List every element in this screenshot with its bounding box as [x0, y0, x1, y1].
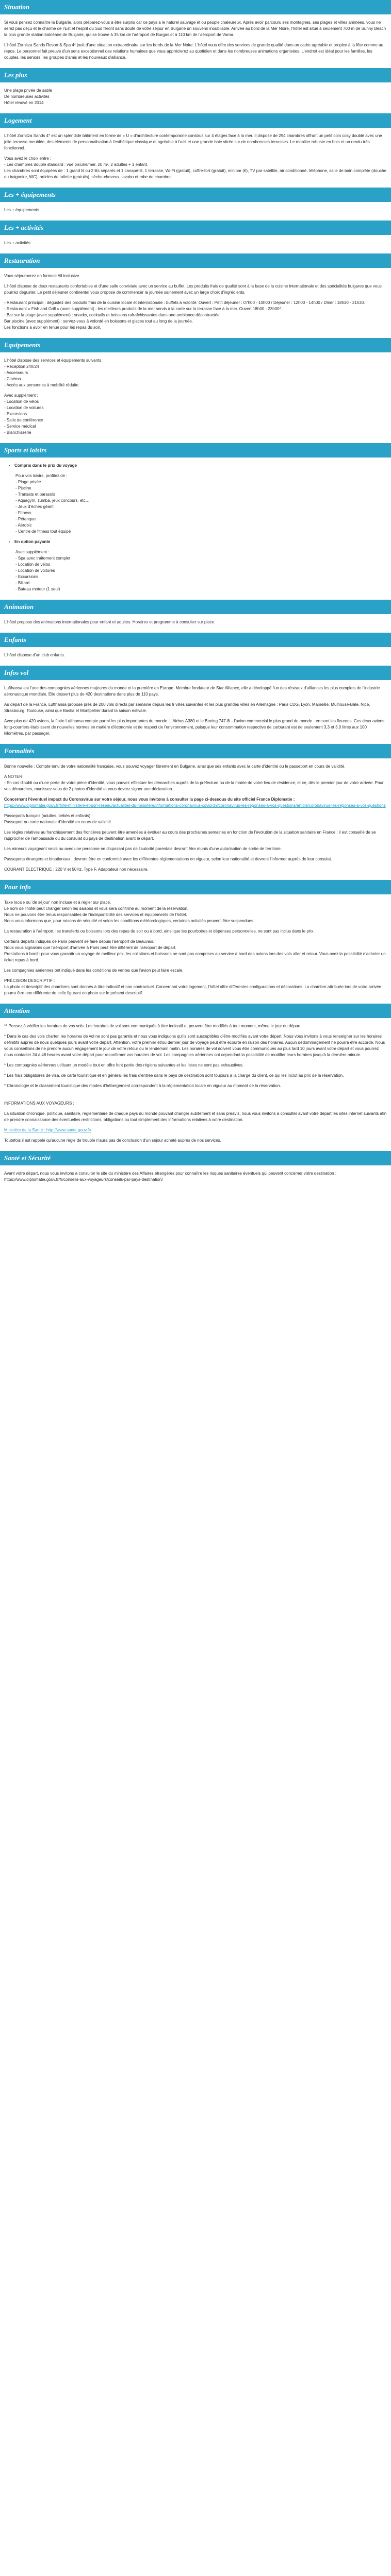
attention-info-paragraph: Toutefois il est rappelé qu'aucune règle de trouble n'aura pas de conclusion d'un séjour acheté auprès de nos services. — [4, 1138, 221, 1143]
sports-included-item: - Piscine — [15, 486, 31, 490]
sports-included-sub — [15, 473, 387, 535]
restauration-line: Bar piscine (avec supplément) : servez-vous à volonté en boissons et glaces tout au long de la journée. — [4, 319, 193, 324]
section-header-plus-activites: Les + activités — [0, 221, 391, 235]
pour-info-paragraph: Les compagnies aériennes ont indiqué dans les conditions de ventes que l'avion peut faire escale. — [4, 968, 184, 973]
situation-content — [0, 20, 391, 61]
sports-included-item: - Transats et parasols — [15, 492, 55, 497]
restauration-content — [0, 273, 391, 331]
sports-optional-item: - Location de vélos — [15, 562, 51, 567]
sports-included-item: - Aquagym, zumba, jeux concours, etc… — [15, 498, 90, 503]
section-header-formalites: Formalités — [0, 744, 391, 758]
equipements-intro: L'hôtel dispose des services et équipements suivants : — [4, 358, 104, 363]
situation-paragraph: Si vous pensez connaître la Bulgarie, alors préparez-vous à être surpris car ce pays a le naturel sauvage et ou peuple chaleureux. Aprés avoir parcouru ses montagnes, ses plages et villes animées, vous ne serez pas déçu et le charme de l'Est et l'esprit du Sud feront sans doute de votre séjour en Bulgarie un souvenir inoubliable. Arrivée au bord de la Mer Noire, l'hôtel est situé à seulement 700 m de Sunny Beach la plus grande station balnéaire de Bulgarie, qui se trouve à 35 km de l'aéroport de Burgas et à 110 km de l'aéroport de Varna. — [4, 20, 386, 37]
formalites-note-title: A NOTER : — [4, 774, 25, 779]
formalites-content — [0, 764, 391, 873]
infos-vol-paragraph: Au départ de la France, Lufthansa propose près de 200 vols directs par semaine depuis les 9 villes suivantes et les plus grandes villes en Allemagne : Paris CDG, Lyon, Marseille, Mulhouse-Bâle, Nice, Strasbourg, Toulouse, ainsi que Bastia et Montpellier durant la saison estivale. — [4, 702, 370, 713]
formalites-paragraph: COURANT ÉLECTRIQUE : 220 V et 50Hz. Type F. Adaptateur non nécessaire. — [4, 867, 149, 872]
attention-info-title: INFORMATIONS AUX VOYAGEURS : — [4, 1101, 74, 1106]
pour-info-line: Certains départs indiqués de Paris peuvent se faire depuis l'aéroport de Beauvais. — [4, 939, 155, 944]
sports-included-list — [10, 463, 387, 469]
sports-optional-item: - Spa avec traitement complet — [15, 556, 71, 561]
page — [0, 0, 391, 1187]
pour-info-precision-title: PRÉCISION DESCRIPTIF : — [4, 978, 55, 983]
plus-content — [0, 88, 391, 106]
sports-optional-item: - Billard — [15, 581, 30, 585]
sports-included-item: - Plage privée — [15, 480, 41, 484]
restauration-paragraph: L'hôtel dispose de deux restaurants confortables et d'une salle conviviale avec un service au buffet. Les produits frais de qualité sont à la base de la cuisine internationale et des spécialités bulgares que vous pourrez déguster. Le petit déjeuner continental vous propose de commencer la journée sainement avec un large choix d'ingrédients. — [4, 284, 382, 295]
section-header-sante: Santé et Sécurité — [0, 1151, 391, 1165]
formalites-passports-title — [4, 813, 387, 819]
attention-paragraph: * Dans le cas des vols charter, les horaires de vol ne sont pas garantis et nous vous indiquons qu'ils sont susceptibles d'être modifiés avant votre départ. Nous vous invitons à vous renseigner sur les horaires définitifs auprès de nous quelques jours avant votre départ. Attention, votre premier et/ou dernier jour de voyage peut être écourté en raison des horaires. Aucun dédommagement ne pourra être accordé. Nous vous conseillons de ne prendre aucun engagement le jour de votre retour ou le lendemain matin. Les horaires de vol doivent vous être communiqués au plus tard 10 jours avant votre départ et vous pourrez nous contacter 24 à 48 heures avant votre départ pour reconfirmer vos horaires de vol. Les compagnies aériennes ont cependant la possibilité de modifier leurs horaires jusqu'à la dernière minute. — [4, 1034, 385, 1057]
sports-content — [0, 463, 391, 592]
attention-paragraph: * Les compagnies aériennes utilisant un modèle tout en offre font partie des régions suivantes et les listes ne sont pas exhaustives. — [4, 1063, 244, 1067]
pour-info-line: Nous ne pouvons être tenus responsables de l'indisponibilité des services et équipements de l'hôtel. — [4, 912, 187, 917]
restauration-line: - Bar sur la plage (avec supplément) : snacks, cocktails et boissons rafraîchissantes dans une ambiance décontractée. — [4, 313, 221, 317]
sports-optional-title: En option payante — [14, 539, 51, 544]
equipements-item: - Cinéma — [4, 377, 21, 381]
formalites-covid-notice: Concernant l'éventuel impact du Coronavirus sur votre séjour, nous vous invitons à consulter la page ci-dessous du site officiel France Diplomatie : — [4, 797, 295, 802]
section-header-enfants: Enfants — [0, 633, 391, 647]
situation-paragraph: L'hôtel Zornitza Sands Resort & Spa 4* jouit d'une situation extraordinaire sur les bords de la Mer Noire. L'hôtel vous offre des services de grande qualité dans un cadre agréable et propice à la fête comme au repos. Le personnel fait preuve d'un sens exceptionnel des relations humaines que vous apprécierez au quotidien et dans les nombreuses animations organisées. L'endroit est idéal pour les familles, les couples, les seniors, les groupes d'amis et les nouveaux d'alliance. — [4, 43, 384, 60]
section-header-plus: Les plus — [0, 68, 391, 82]
formalites-paragraph: Passeports étrangers et binationaux : devront être en conformité avec les différentes réglementations en vigueur, selon leur nationalité et devront l'informer auprès de leur consulat. — [4, 857, 332, 861]
section-header-infos-vol: Infos vol — [0, 666, 391, 680]
plus-item: De nombreuses activités — [4, 94, 50, 99]
restauration-line: - Restaurant principal : dégustez des produits frais de la cuisine locale et internationale : buffets à volonté. Ouvert : Petit déjeuner : 07h00 - 10h00 / Déjeuner : 12h00 - 14h00 / Dîner : 18h30 - 21h30. — [4, 300, 365, 305]
section-header-restauration: Restauration — [0, 253, 391, 268]
sports-included-block — [14, 463, 387, 469]
formalites-paragraph: - En cas d'oubli ou d'une perte de votre pièce d'identité, vous pouvez effectuer les démarches auprès de la préfecture ou de la mairie de votre lieu de résidence, et ce, dès le premier jour de votre arrivée. Pour vos démarches, munissez-vous de 2 photos d'identité et vous devrez signer une déclaration. — [4, 781, 384, 791]
sports-included-title: Compris dans le prix du voyage — [14, 463, 77, 468]
equipements-paid-intro: Avec supplément : — [4, 393, 38, 398]
formalites-paragraph: Les règles relatives au franchissement des frontières peuvent être amenées à évoluer au cours des prochaines semaines en fonction de l'évolution de la situation sanitaire en France ; il est conseillé de se rapprocher de l'ambassade ou du consulat du pays de destination avant le départ. — [4, 830, 376, 841]
enfants-content — [0, 652, 391, 658]
attention-paragraph — [4, 1023, 387, 1029]
attention-flight-times-link[interactable]: ** Pensez à vérifier les horaires de vos vols. Les horaires de vol sont communiqués à titre indicatif et peuvent être modifiés à tout moment, même le jour du départ. — [4, 1024, 302, 1028]
sports-included-intro: Pour vos loisirs, profitez de : — [15, 473, 68, 478]
pour-info-paragraph: La restauration à l'aéroport, les transferts ou boissons lors des repas du soir ou à bord, ainsi que les pourboires et dépenses personnelles, ne sont pas inclus dans le prix. — [4, 929, 315, 934]
attention-content — [0, 1023, 391, 1144]
attention-sante-link[interactable]: Ministère de la Santé : http://www.sante.gouv.fr/ — [4, 1128, 91, 1132]
formalites-diplomatie-link[interactable]: https://www.diplomatie.gouv.fr/fr/le-ministere-et-son-reseau/actualites-du-ministere/informations-coronavirus-covid-19/coronavirus-les-reponses-a-vos-questions/article/coronavirus-les-reponses-a-vos-questions — [4, 803, 386, 808]
sports-included-item: - Jeux d'échec géant — [15, 504, 54, 509]
equipements-paid-item: - Location de voitures — [4, 405, 44, 410]
equipements-paid-item: - Salle de conférence — [4, 418, 43, 422]
sports-optional-intro: Avec supplément : — [15, 550, 50, 554]
section-header-plus-equipements: Les + équipements — [0, 188, 391, 202]
plus-item: Une plage privée de sable — [4, 88, 52, 93]
pour-info-content — [0, 900, 391, 996]
sports-optional-block — [14, 539, 387, 545]
plus-item: Hôtel rénové en 2014 — [4, 100, 44, 105]
sports-included-item: - Fitness — [15, 511, 31, 515]
equipements-paid-item: - Location de vélos — [4, 399, 39, 404]
infos-vol-paragraph: Avec plus de 420 avions, la flotte Lufthansa compte parmi les plus importantes du monde. L'Airbus A380 et le Boeing 747-8i - l'avion commercial le plus grand du monde - en sont les fleurons. Ces deux avions long-courriers établissent de nouvelles normes en matière d'économie et de respect de l'environnement, puisque leur consommation respective de carburant est de seulement 3,3 et 3,0 litres aux 100 kilomètres, par passager. — [4, 719, 385, 736]
attention-paragraph: * Les frais obligatoires de visa, de carte touristique et en général les frais d'entrée dans le pays de destination sont toujours à la charge du client, ce qui les inclut au prix de la réservation. — [4, 1073, 344, 1078]
equipements-paid-item: - Service médical — [4, 424, 36, 429]
restauration-paragraph: Vous séjournerez en formule All inclusive. — [4, 274, 80, 278]
plus-equipements-line: Les + équipements — [4, 208, 39, 212]
enfants-paragraph: L'hôtel dispose d'un club enfants. — [4, 653, 65, 657]
section-header-sports: Sports et loisirs — [0, 443, 391, 457]
attention-info-paragraph: La situation chronique, politique, sanitaire, réglementaire de chaque pays du monde pouvant changer subitement et sans préavis, nous vous invitons à consulter avant votre départ les sites internet suivants afin de prendre connaissance des éventuelles restrictions, obligations ou tout simplement des informations relatives à votre destination. — [4, 1111, 387, 1122]
infos-vol-content — [0, 685, 391, 737]
logement-line: - Les chambres double standard : vue piscine/mer, 20 m², 2 adultes + 1 enfant. — [4, 162, 149, 167]
pour-info-line: Le nom de l'hôtel peut changer selon les saisons et vous sera confirmé au moment de la réservation. — [4, 906, 189, 911]
pour-info-paragraph: Nous vous informons que, pour raisons de sécurité et selon les conditions météorologiques, certaines activités peuvent être suspendues. — [4, 919, 255, 923]
equipements-item: - Réception 24h/24 — [4, 364, 39, 369]
section-header-situation: Situation — [0, 0, 391, 14]
plus-activites-line: Les + activités — [4, 241, 30, 245]
logement-content — [0, 133, 391, 180]
sante-content — [0, 1171, 391, 1183]
plus-activites-content — [0, 240, 391, 246]
sante-paragraph: Avant votre départ, nous vous invitons à consulter le site du ministère des Affaires étrangères pour connaître les risques sanitaires éventuels qui peuvent concerner votre destination : https://www.diplomatie.gouv.fr/fr/conseils-aux-voyageurs/conseils-par-pays-destination/ — [4, 1171, 337, 1182]
equipements-content — [0, 358, 391, 436]
sports-included-item: - Aérobic — [15, 523, 32, 528]
logement-paragraph: Les chambres sont équipées de : 1 grand lit ou 2 lits séparés et 1 canapé-lit, 1 terrasse, Wi-Fi (gratuit), coffre-fort (gratuit), minibar (€), TV par satellite, air conditionné, téléphone, salle de bain complète (douche ou baignoire, WC), articles de toilette (gratuits), sèche-cheveux, lavabo et robe de chambre. — [4, 168, 386, 179]
restauration-line: - Restaurant « Fish and Grill » (avec supplément) : les meilleurs produits de la mer servis à la carte sur la terrasse face à la mer. Ouvert 18h00 - 23h00*. — [4, 307, 282, 311]
pour-info-line: Nous vous signalons que l'aéroport d'arrivée à Paris peut être différent de l'aéroport de départ. — [4, 945, 176, 950]
pour-info-paragraph: La photo et descriptif des chambres sont donnés à titre indicatif et non contractuel. Concernant votre logement, l'hôtel offre différentes configurations et décorations. La chambre attribuée lors de votre arrivée pourra être une différente de celle figurant en photo sur le présent descriptif. — [4, 985, 381, 995]
sports-included-item: - Pétanque — [15, 517, 36, 521]
sports-optional-item: - Bateau moteur (1 seul) — [15, 587, 60, 591]
section-header-equipements: Equipements — [0, 338, 391, 352]
formalites-paragraph: Bonne nouvelle : Compte tenu de votre nationalité française, vous pouvez voyager librement en Bulgarie, ainsi que ses enfants avec la carte d'identité ou le passeport en cours de validité. — [4, 764, 346, 769]
sports-optional-item: - Excursions — [15, 574, 39, 579]
animation-paragraph: L'hôtel propose des animations internationales pour enfant et adultes. Horaires et programme à consulter sur place. — [4, 620, 216, 624]
sports-included-item: - Centre de fitness tout équipé — [15, 529, 71, 534]
sports-optional-item: - Location de voitures — [15, 568, 55, 573]
restauration-line: Les fonctions à avoir en tenue pour les repas du soir. — [4, 325, 101, 330]
sports-optional-sub — [15, 549, 387, 592]
section-header-pour-info: Pour info — [0, 880, 391, 894]
attention-info-paragraph — [4, 1127, 387, 1133]
formalites-paragraph: Passeport ou carte nationale d'identité en cours de validité. — [4, 820, 112, 824]
infos-vol-paragraph: Lufthansa est l'une des compagnies aériennes majeures du monde et la première en Europe. Membre fondateur de Star Alliance, elle a développé l'un des réseaux d'alliances les plus complets de l'industrie aéronautique mondiale. Elle dessert plus de 420 destinations dans plus de 110 pays. — [4, 686, 380, 697]
section-header-attention: Attention — [0, 1004, 391, 1018]
attention-paragraph: * Chronologie et le classement touristique des modes d'hébergement correspondent à la réglementation locale en vigueur au moment de la réservation. — [4, 1083, 281, 1088]
equipements-paid-item: - Excursions — [4, 412, 27, 416]
formalites-paragraph: Les mineurs voyageant seuls ou avec une personne ne disposant pas de l'autorité parentale devront être munis d'une autorisation de sortie de territoire. — [4, 846, 282, 851]
equipements-paid-item: - Blanchisserie — [4, 430, 31, 435]
equipements-item: - Accès aux personnes à mobilité réduite — [4, 383, 79, 387]
pour-info-paragraph: Prestations à bord : pour vous garantir un voyage de meilleur prix, les collations et boissons ne sont pas comprises au service à bord des avions lors des vols aller et retour. Vous avez la possibilité d'acheter un ticket repas à bord. — [4, 952, 386, 962]
formalites-paragraph — [4, 796, 387, 809]
logement-paragraph: L'hôtel Zornitza Sands 4* est un splendide bâtiment en forme de « U » d'architecture contemporaine construit sur 4 étages face à la mer. Il dispose de 294 chambres offrant un petit coin cosy doublé avec une jolie terrasse meublée, des éléments de personnalisation à l'esthétique classique et agréable à l'oeil et une grande baie vitrée sur de nombreuses terrasses. Le mobilier robuste en bois et un rendu très fonctionnel. — [4, 133, 382, 150]
logement-line: Vous avez le choix entre : — [4, 156, 52, 161]
section-header-animation: Animation — [0, 600, 391, 614]
sports-optional-list — [10, 539, 387, 545]
pour-info-line: Taxe locale ou 'de séjour' non incluse et à régler sur place. — [4, 900, 111, 905]
animation-content — [0, 619, 391, 625]
equipements-item: - Ascenseurs — [4, 370, 28, 375]
plus-equipements-content — [0, 207, 391, 213]
section-header-logement: Logement — [0, 113, 391, 128]
formalites-passports-label: Passeports français (adultes, bébés et enfants) : — [4, 814, 93, 818]
